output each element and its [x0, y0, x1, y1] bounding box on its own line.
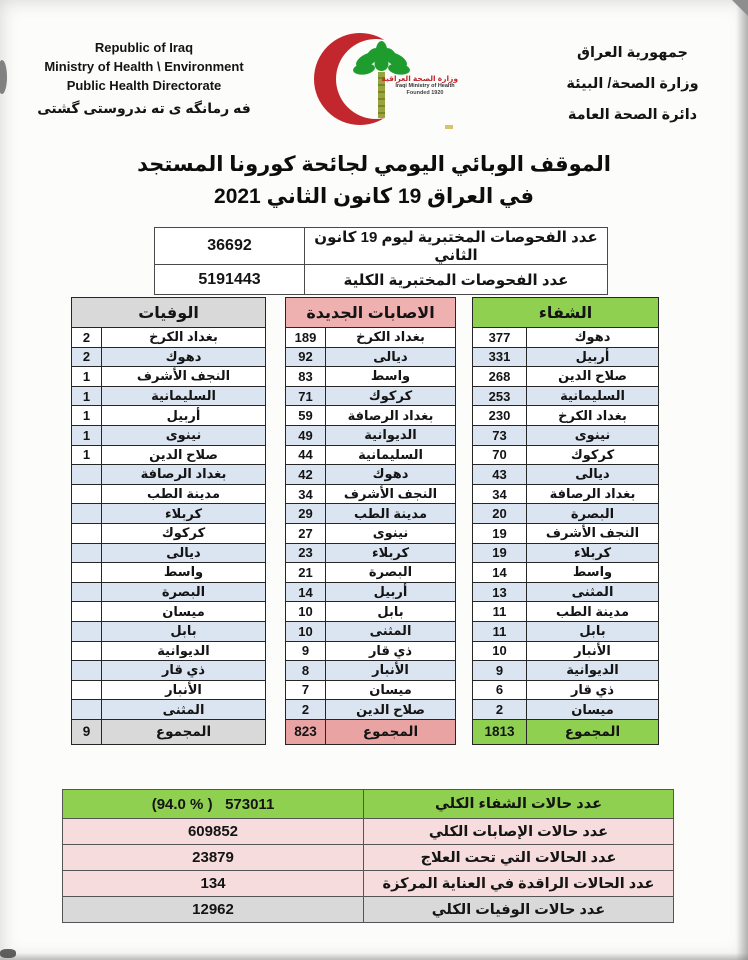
table-row	[286, 406, 456, 426]
photo-edge-artifact	[736, 0, 748, 960]
new-cases-table	[285, 297, 456, 745]
table-row	[473, 661, 659, 681]
deaths-table-title: الوفيات	[72, 298, 266, 328]
governorate-name-cell: المثنى	[326, 621, 456, 641]
governorate-name-cell: النجف الأشرف	[326, 484, 456, 504]
governorate-name-cell: السليمانية	[326, 445, 456, 465]
governorate-name-cell: كركوك	[527, 445, 659, 465]
governorate-value-cell: 9	[473, 661, 527, 681]
table-row	[473, 367, 659, 387]
logo-arabic-name: وزارة الصحة العراقية	[381, 74, 458, 83]
new-cases-table-title: الاصابات الجديدة	[286, 298, 456, 328]
table-row	[473, 425, 659, 445]
deaths-total-value: 9	[72, 719, 102, 744]
governorate-value-cell: 10	[286, 602, 326, 622]
table-row	[473, 582, 659, 602]
governorate-value-cell: 2	[72, 347, 102, 367]
table-row	[72, 700, 266, 720]
table-row	[473, 504, 659, 524]
table-row	[72, 602, 266, 622]
governorate-value-cell: 13	[473, 582, 527, 602]
governorate-value-cell: 1	[72, 445, 102, 465]
table-row	[286, 484, 456, 504]
governorate-name-cell: الأنبار	[326, 661, 456, 681]
table-row	[286, 700, 456, 720]
governorate-name-cell: واسط	[326, 367, 456, 387]
new-cases-total-row	[286, 719, 456, 744]
governorate-name-cell: بغداد الرصافة	[102, 465, 266, 485]
photo-corner-artifact	[732, 0, 748, 16]
table-row	[72, 465, 266, 485]
header-arabic-line: جمهورية العراق	[576, 45, 688, 61]
governorate-name-cell: بابل	[102, 621, 266, 641]
table-row	[72, 386, 266, 406]
table-row	[72, 328, 266, 348]
table-row	[286, 641, 456, 661]
new-cases-total-value: 823	[286, 719, 326, 744]
governorate-value-cell: 2	[473, 700, 527, 720]
header-arabic-line: وزارة الصحة/ البيئة	[566, 76, 699, 92]
table-row	[72, 367, 266, 387]
recoveries-table-body	[473, 328, 659, 720]
governorate-value-cell: 331	[473, 347, 527, 367]
table-row	[72, 445, 266, 465]
table-row	[72, 641, 266, 661]
summary-label-cell: عدد حالات الشفاء الكلي	[364, 790, 674, 819]
summary-row	[63, 819, 674, 845]
logo-text-block	[381, 74, 458, 97]
summary-value-cell: (94.0 % ) 573011	[63, 790, 364, 819]
governorate-value-cell: 2	[286, 700, 326, 720]
summary-value-cell: 12962	[63, 897, 364, 923]
governorate-value-cell: 44	[286, 445, 326, 465]
governorate-value-cell: 1	[72, 406, 102, 426]
governorate-name-cell: بغداد الكرخ	[102, 328, 266, 348]
table-row	[286, 661, 456, 681]
table-row	[473, 523, 659, 543]
governorate-value-cell: 42	[286, 465, 326, 485]
summary-row	[63, 897, 674, 923]
governorate-name-cell: ذي قار	[102, 661, 266, 681]
table-row	[473, 347, 659, 367]
photo-edge-artifact	[0, 953, 748, 960]
header-english-line: Republic of Iraq	[94, 40, 194, 55]
summary-row	[63, 845, 674, 871]
recoveries-table-title: الشفاء	[473, 298, 659, 328]
flag-mark-icon	[445, 125, 453, 129]
governorate-value-cell: 27	[286, 523, 326, 543]
governorate-value-cell: 2	[72, 328, 102, 348]
header-kurdish-line: فه رمانگه ی ته ندروستی گشتی	[37, 100, 251, 116]
governorate-value-cell: 377	[473, 328, 527, 348]
page-title	[0, 149, 748, 213]
governorate-name-cell: كربلاء	[102, 504, 266, 524]
header-english-line: Ministry of Health \ Environment	[44, 59, 244, 74]
table-row	[473, 386, 659, 406]
header-arabic-line: دائرة الصحة العامة	[567, 107, 698, 123]
summary-value-cell: 609852	[63, 819, 364, 845]
governorate-name-cell: واسط	[102, 563, 266, 583]
table-row	[473, 621, 659, 641]
governorate-value-cell: 71	[286, 386, 326, 406]
lab-tests-table	[154, 227, 608, 295]
deaths-table-body	[72, 328, 266, 720]
table-row	[155, 228, 608, 265]
governorate-name-cell: دهوك	[527, 328, 659, 348]
governorate-value-cell: 1	[72, 386, 102, 406]
table-row	[72, 543, 266, 563]
table-row	[286, 621, 456, 641]
table-row	[286, 328, 456, 348]
photo-smudge-artifact	[0, 60, 7, 94]
governorate-value-cell	[72, 504, 102, 524]
governorate-value-cell	[72, 543, 102, 563]
governorate-value-cell	[72, 621, 102, 641]
table-row	[72, 504, 266, 524]
governorate-name-cell: بغداد الرصافة	[527, 484, 659, 504]
table-row	[72, 563, 266, 583]
governorate-value-cell: 43	[473, 465, 527, 485]
governorate-name-cell: ذي قار	[527, 680, 659, 700]
governorate-value-cell: 7	[286, 680, 326, 700]
governorate-name-cell: واسط	[527, 563, 659, 583]
governorate-value-cell: 1	[72, 367, 102, 387]
governorate-value-cell: 29	[286, 504, 326, 524]
governorate-value-cell	[72, 582, 102, 602]
governorate-value-cell: 23	[286, 543, 326, 563]
table-row	[72, 621, 266, 641]
table-row	[286, 602, 456, 622]
summary-row	[63, 790, 674, 819]
page-title-line1: الموقف الوبائي اليومي لجائحة كورونا المستجد	[137, 153, 611, 176]
governorate-name-cell: كركوك	[102, 523, 266, 543]
deaths-total-label: المجموع	[102, 719, 266, 744]
governorate-value-cell: 1	[72, 425, 102, 445]
governorate-value-cell: 21	[286, 563, 326, 583]
governorate-name-cell: الديوانية	[527, 661, 659, 681]
logo-english-name: Iraqi Ministry of Health	[395, 83, 455, 90]
governorate-value-cell: 14	[473, 563, 527, 583]
summary-value-cell: 134	[63, 871, 364, 897]
governorate-value-cell: 230	[473, 406, 527, 426]
governorate-name-cell: أربيل	[527, 347, 659, 367]
recoveries-table	[472, 297, 659, 745]
governorate-name-cell: دهوك	[102, 347, 266, 367]
governorate-name-cell: صلاح الدين	[527, 367, 659, 387]
table-row	[473, 484, 659, 504]
governorate-name-cell: كربلاء	[527, 543, 659, 563]
governorate-name-cell: ميسان	[326, 680, 456, 700]
governorate-name-cell: بابل	[527, 621, 659, 641]
governorate-value-cell: 20	[473, 504, 527, 524]
governorate-name-cell: الأنبار	[527, 641, 659, 661]
governorate-name-cell: النجف الأشرف	[527, 523, 659, 543]
summary-label-cell: عدد حالات الوفيات الكلي	[364, 897, 674, 923]
ministry-logo	[308, 22, 458, 137]
summary-label-cell: عدد حالات الإصابات الكلي	[364, 819, 674, 845]
governorate-name-cell: بغداد الكرخ	[326, 328, 456, 348]
table-row	[72, 523, 266, 543]
governorate-value-cell: 49	[286, 425, 326, 445]
governorate-name-cell: صلاح الدين	[102, 445, 266, 465]
governorate-name-cell: نينوى	[102, 425, 266, 445]
table-row	[473, 602, 659, 622]
header-arabic-block	[550, 38, 715, 131]
deaths-total-row	[72, 719, 266, 744]
governorate-name-cell: الديوانية	[102, 641, 266, 661]
table-row	[286, 680, 456, 700]
logo-founded-line: Founded 1920	[406, 90, 444, 97]
governorate-value-cell	[72, 484, 102, 504]
governorate-name-cell: المثنى	[102, 700, 266, 720]
table-row	[72, 347, 266, 367]
governorate-name-cell: ميسان	[102, 602, 266, 622]
governorate-value-cell: 10	[286, 621, 326, 641]
governorate-name-cell: أربيل	[102, 406, 266, 426]
table-row	[286, 504, 456, 524]
governorate-name-cell: كركوك	[326, 386, 456, 406]
governorate-name-cell: ديالى	[326, 347, 456, 367]
governorate-name-cell: مدينة الطب	[527, 602, 659, 622]
table-row	[72, 425, 266, 445]
governorate-value-cell: 253	[473, 386, 527, 406]
governorate-name-cell: المثنى	[527, 582, 659, 602]
governorate-value-cell	[72, 465, 102, 485]
table-row	[72, 582, 266, 602]
governorate-value-cell	[72, 563, 102, 583]
table-row	[473, 680, 659, 700]
deaths-table	[71, 297, 266, 745]
daily-tests-value: 36692	[155, 228, 305, 265]
table-row	[286, 367, 456, 387]
table-row	[286, 543, 456, 563]
summary-label-cell: عدد الحالات الراقدة في العناية المركزة	[364, 871, 674, 897]
governorate-value-cell: 83	[286, 367, 326, 387]
table-row	[286, 425, 456, 445]
table-row	[286, 465, 456, 485]
governorate-name-cell: نينوى	[527, 425, 659, 445]
governorate-value-cell: 34	[286, 484, 326, 504]
table-row	[72, 406, 266, 426]
table-row	[473, 328, 659, 348]
summary-label-cell: عدد الحالات التي تحت العلاج	[364, 845, 674, 871]
governorate-name-cell: بابل	[326, 602, 456, 622]
governorate-value-cell: 8	[286, 661, 326, 681]
governorate-value-cell: 14	[286, 582, 326, 602]
governorate-name-cell: الأنبار	[102, 680, 266, 700]
governorate-value-cell: 11	[473, 602, 527, 622]
governorate-name-cell: الديوانية	[326, 425, 456, 445]
governorate-name-cell: نينوى	[326, 523, 456, 543]
governorate-value-cell: 9	[286, 641, 326, 661]
cumulative-summary-table	[62, 789, 674, 923]
summary-row	[63, 871, 674, 897]
governorate-name-cell: البصرة	[527, 504, 659, 524]
governorate-value-cell	[72, 661, 102, 681]
governorate-value-cell: 19	[473, 523, 527, 543]
governorate-name-cell: بغداد الكرخ	[527, 406, 659, 426]
page-title-line2: في العراق 19 كانون الثاني 2021	[214, 185, 534, 208]
governorate-name-cell: ميسان	[527, 700, 659, 720]
table-row	[286, 347, 456, 367]
governorate-value-cell: 73	[473, 425, 527, 445]
header-english-line: Public Health Directorate	[66, 78, 222, 93]
governorate-name-cell: ذي قار	[326, 641, 456, 661]
governorate-value-cell: 34	[473, 484, 527, 504]
table-row	[473, 406, 659, 426]
table-row	[72, 680, 266, 700]
governorate-value-cell: 11	[473, 621, 527, 641]
photo-smudge-artifact	[0, 949, 16, 958]
table-row	[473, 465, 659, 485]
total-tests-value: 5191443	[155, 265, 305, 295]
governorate-value-cell: 6	[473, 680, 527, 700]
governorate-value-cell	[72, 602, 102, 622]
table-row	[473, 700, 659, 720]
header-english-block	[28, 38, 260, 118]
governorate-name-cell: دهوك	[326, 465, 456, 485]
summary-table-body	[63, 790, 674, 923]
governorate-name-cell: السليمانية	[102, 386, 266, 406]
recoveries-total-label: المجموع	[527, 719, 659, 744]
summary-value-cell: 23879	[63, 845, 364, 871]
governorate-name-cell: البصرة	[102, 582, 266, 602]
table-row	[286, 563, 456, 583]
governorate-name-cell: ديالى	[527, 465, 659, 485]
table-row	[286, 386, 456, 406]
table-row	[473, 563, 659, 583]
governorate-name-cell: مدينة الطب	[326, 504, 456, 524]
table-row	[72, 661, 266, 681]
new-cases-total-label: المجموع	[326, 719, 456, 744]
governorate-name-cell: أربيل	[326, 582, 456, 602]
total-tests-label: عدد الفحوصات المختبرية الكلية	[305, 265, 608, 295]
governorate-name-cell: كربلاء	[326, 543, 456, 563]
governorate-value-cell: 268	[473, 367, 527, 387]
governorate-name-cell: السليمانية	[527, 386, 659, 406]
governorate-value-cell: 59	[286, 406, 326, 426]
governorate-value-cell: 92	[286, 347, 326, 367]
governorate-value-cell	[72, 641, 102, 661]
table-row	[473, 543, 659, 563]
table-row	[286, 582, 456, 602]
table-row	[286, 445, 456, 465]
governorate-name-cell: مدينة الطب	[102, 484, 266, 504]
governorate-value-cell	[72, 523, 102, 543]
table-row	[473, 641, 659, 661]
governorate-value-cell	[72, 680, 102, 700]
governorate-value-cell: 70	[473, 445, 527, 465]
governorate-value-cell: 10	[473, 641, 527, 661]
recoveries-total-value: 1813	[473, 719, 527, 744]
table-row	[155, 265, 608, 295]
governorate-value-cell: 19	[473, 543, 527, 563]
table-row	[473, 445, 659, 465]
recoveries-total-row	[473, 719, 659, 744]
governorate-name-cell: ديالى	[102, 543, 266, 563]
governorate-name-cell: البصرة	[326, 563, 456, 583]
governorate-name-cell: صلاح الدين	[326, 700, 456, 720]
daily-tests-label: عدد الفحوصات المختبرية ليوم 19 كانون الثاني	[305, 228, 608, 265]
governorate-value-cell	[72, 700, 102, 720]
governorate-name-cell: النجف الأشرف	[102, 367, 266, 387]
governorate-value-cell: 189	[286, 328, 326, 348]
table-row	[72, 484, 266, 504]
table-row	[286, 523, 456, 543]
new-cases-table-body	[286, 328, 456, 720]
governorate-name-cell: بغداد الرصافة	[326, 406, 456, 426]
